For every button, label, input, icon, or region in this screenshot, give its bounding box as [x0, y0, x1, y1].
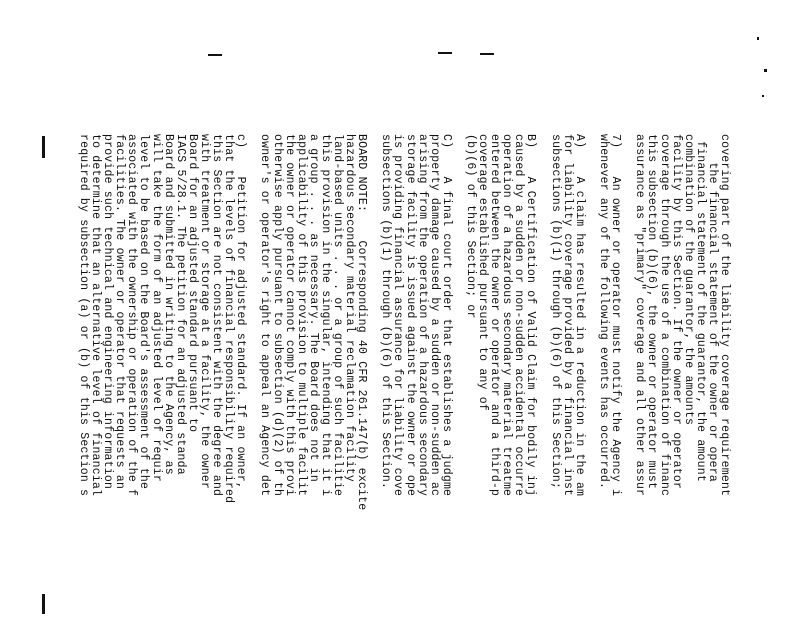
scan-mark [438, 52, 452, 54]
text-line: BOARD NOTE: Corresponding 40 CFR 261.147(b) excite [355, 134, 369, 511]
text-line: required by subsection (a) or (b) of this Section s [77, 134, 91, 497]
text-line: C) A final court order that establishes a judgme [439, 134, 453, 497]
text-line: with treatment or storage at a facility, the owner [197, 134, 211, 490]
text-line: otherwise apply pursuant to subsection (d)(2) of th [270, 134, 284, 497]
text-line: owner's or operator's right to appeal an Agency det [258, 134, 272, 497]
text-line: coverage through the use of a combination of financ [657, 134, 671, 497]
text-line: storage facility is issued against the owner or ope [403, 134, 417, 497]
paragraph-gap [621, 134, 633, 614]
text-line: facilities. The owner or operator that requests an [113, 134, 127, 490]
text-line: hazardous secondary material reclamation facility [343, 134, 357, 482]
text-line: B) A Certification of Valid Claim for bodily inj [524, 134, 538, 497]
text-line: this subsection (b)(6), the owner or operator must [645, 134, 659, 490]
scan-mark [42, 594, 45, 614]
text-line: level to be based on the Board's assessment of the [137, 134, 151, 490]
scan-mark [42, 136, 45, 158]
scan-mark [480, 53, 494, 55]
text-line: coverage established pursuant to any of [476, 134, 490, 411]
scan-mark [208, 54, 222, 56]
text-line: the owner or operator cannot comply with this provi [282, 134, 296, 497]
text-line: subsections (b)(1) through (b)(6) of this Section. [379, 134, 393, 490]
text-line: will take the form of an adjusted level of requir [149, 134, 163, 482]
text-line: whenever any of the following events has occurred. [597, 134, 611, 490]
text-line: combination of the guarantor, the amounts [681, 134, 695, 426]
paragraph-gap [452, 134, 464, 614]
text-line: entered between the owner or operator and a third-p [488, 134, 502, 497]
text-line: for liability coverage provided by a financial inst [560, 134, 574, 497]
text-line: provide such technical and engineering information [101, 134, 115, 490]
text-line: IACS 5/28.1. The petition for an adjusted standa [173, 134, 187, 475]
text-line: c) Petition for adjusted standard. If an owner, [234, 134, 248, 490]
text-line: caused by a sudden or non-sudden accidental occurre [512, 134, 526, 497]
paragraph-gap [367, 134, 379, 614]
text-line: that the levels of financial responsibility required [222, 134, 236, 504]
text-line: operation of a hazardous secondary material treatme [500, 134, 514, 497]
text-line: (b)(6) of this Section; or [464, 134, 478, 319]
text-line: associated with the ownership or operation of the f [125, 134, 139, 497]
text-line: applicability of this provision to multiple facilit [294, 134, 308, 497]
paragraph-gap [246, 134, 258, 614]
scan-mark [757, 37, 759, 40]
text-line: A) A claim has resulted in a reduction in the am [572, 134, 586, 497]
text-line: covering part of the liability coverage requirement [718, 134, 731, 497]
text-line: Board for an adjusted standard pursuant to [185, 134, 199, 433]
text-line: arising from the operation of a hazardous secondary [415, 134, 429, 497]
text-line: land-based units . . . or a group of such facilitie [331, 134, 344, 497]
text-line: this provision in the singular, intending that it i [318, 134, 332, 497]
text-line: property damage caused by a sudden or non-sudden ac [427, 134, 441, 497]
scan-mark [764, 69, 767, 72]
text-line: facility by this Section. If the owner or operator [669, 134, 683, 490]
text-line: 7) An owner or operator must notify the Agency i [609, 134, 623, 497]
paragraph-gap [537, 134, 549, 614]
text-line: assurance as "primary" coverage and all other assur [633, 134, 647, 497]
rotated-text-block [77, 134, 731, 614]
text-line: subsections (b)(1) through (b)(6) of this Section; [548, 134, 562, 490]
text-line: is providing financial assurance for liability cove [391, 134, 405, 497]
text-line: the financial statement of the owner or opera [705, 134, 719, 482]
paragraph-gap [585, 134, 597, 614]
text-line: to determine that an alternative level of financial [89, 134, 103, 497]
text-line: Board and submitted in writing to the Agency, as [161, 134, 175, 475]
text-line: a group . . . as necessary. The Board does not in [306, 134, 320, 482]
scan-mark [762, 95, 764, 97]
text-line: this Section are not consistent with the degree and [210, 134, 224, 497]
text-line: financial statement of the guarantor, the amount [693, 134, 707, 482]
